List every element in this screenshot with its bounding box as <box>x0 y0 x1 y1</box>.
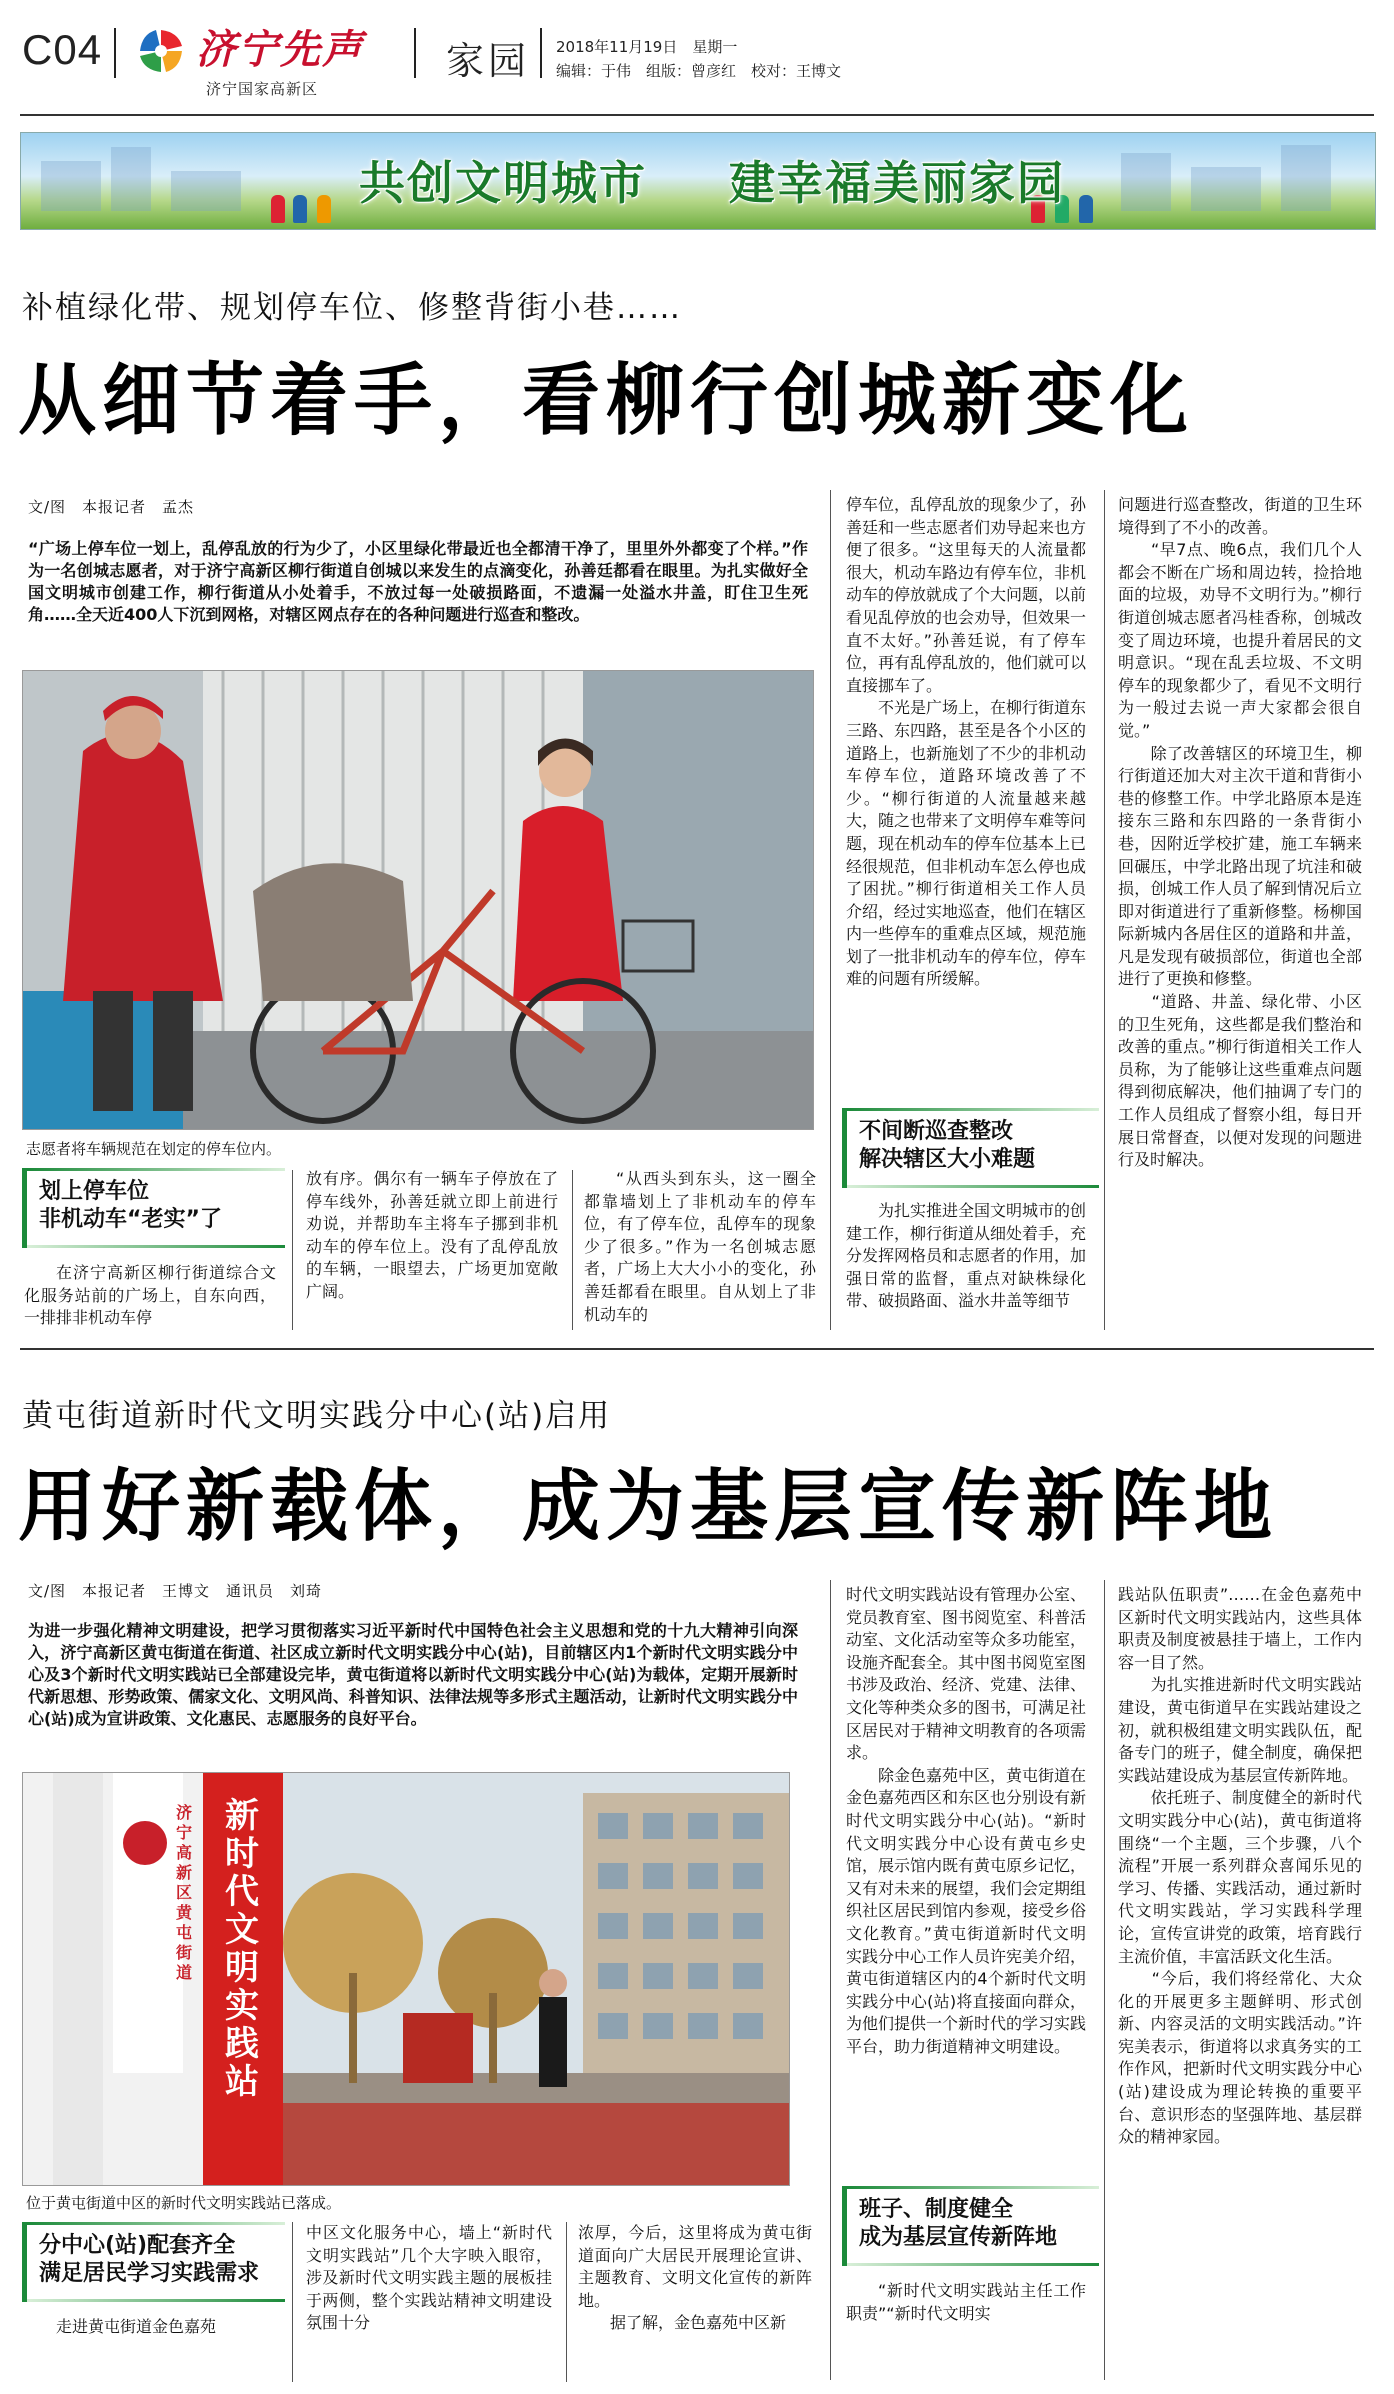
masthead-rule <box>20 114 1374 116</box>
section-name: 家园 <box>446 39 531 83</box>
volunteer-bicycle-photo <box>23 671 813 1129</box>
article2-column-e: 践站队伍职责”……在金色嘉苑中区新时代文明实践站内，这些具体职责及制度被悬挂于墙上，工作内容一目了然。 为扎实推进新时代文明实践站建设，黄屯街道早在实践站建设之初，就积极组建文明实践队伍，配备专门的班子，健全制度，确保把实践站建设成为基层宣传新阵地。 依托班子、制度健全的新时代文明实践分中心(站)，黄屯街道将围绕“一个主题，三个步骤，八个流程”开展一系列群众喜闻乐见的学习、传播、实践活动，通过新时代文明实践站，学习实践科学理论，宣传宣讲党的政策，培育践行主流价值，丰富活跃文化生活。 “今后，我们将经常化、大众化的开展更多主题鲜明、形式创新、内容灵活的文明实践活动。”许宪美表示，街道将以求真务实的工作作风，把新时代文明实践分中心(站)建设成为理论转换的重要平台、意识形态的坚强阵地、基层群众的精神家园。 <box>1118 1585 1362 2147</box>
article1-column-c: “从西头到东头，这一圈全都靠墙划上了非机动车的停车位，有了停车位，乱停车的现象少了很多。”作为一名创城志愿者，广场上大大小小的变化，孙善廷都看在眼里。自从划上了非机动车的 <box>584 1169 816 1324</box>
article2-lead: 为进一步强化精神文明建设，把学习贯彻落实习近平新时代中国特色社会主义思想和党的十九大精神引向深入，济宁高新区黄屯街道在街道、社区成立新时代文明实践分中心(站)，目前辖区内1个新时代文明实践分中心及3个新时代文明实践站已全部建设完毕，黄屯街道将以新时代文明实践分中心(站)为载体，定期开展新时代新思想、形势政策、儒家文化、文明风尚、科普知识、法律法规等多形式主题活动，让新时代文明实践分中心(站)成为宣讲政策、文化惠民、志愿服务的良好平台。 <box>28 1621 798 1728</box>
article1-column-d: 停车位，乱停乱放的现象少了，孙善廷和一些志愿者们劝导起来也方便了很多。“这里每天的人流量都很大，机动车路边有停车位，非机动车的停放就成了个大问题，以前看见乱停放的也会劝导，但效果一直不太好。”孙善廷说，有了停车位，再有乱停乱放的，他们就可以直接挪车了。 不光是广场上，在柳行街道东三路、东四路，甚至是各个小区的道路上，也新施划了不少的非机动车停车位，道路环境改善了不少。“柳行街道的人流量越来越大，随之也带来了文明停车难等问题，现在机动车的停车位基本上已经很规范，但非机动车怎么停也成了困扰。”柳行街道相关工作人员介绍，经过实地巡查，他们在辖区内一些停车的重难点区域，规范施划了一批非机动车的停车位，停车难的问题有所缓解。 <box>846 495 1087 989</box>
subhead-line: 解决辖区大小难题 <box>859 1147 1036 1172</box>
article1-subhead-inspection <box>842 1108 1099 1188</box>
column-divider <box>572 1170 573 1330</box>
article1-column-b: 放有序。偶尔有一辆车子停放在了停车线外，孙善廷就立即上前进行劝说，并帮助车主将车子挪到非机动车的停车位上。没有了乱停乱放的车辆，一眼望去，广场更加宽敞广阔。 <box>306 1169 558 1301</box>
subhead-line: 不间断巡查整改 <box>859 1119 1014 1144</box>
article2-headline: 用好新载体，成为基层宣传新阵地 <box>18 1462 1279 1552</box>
issue-date: 2018年11月19日 星期一 <box>556 38 738 56</box>
civilization-banner <box>20 132 1376 230</box>
brand-subtitle: 济宁国家高新区 <box>206 80 319 98</box>
article1-column-a: 在济宁高新区柳行街道综合文化服务站前的广场上，自东向西，一排排非机动车停 <box>24 1263 276 1328</box>
station-sign-text: 新时代文明实践站 <box>225 1796 259 2102</box>
article1-photo <box>22 670 814 1130</box>
subhead-line: 分中心(站)配套齐全 <box>39 2233 236 2258</box>
civilization-station-photo <box>23 1773 789 2185</box>
article1-byline: 文/图 本报记者 孟杰 <box>28 498 195 516</box>
article1-photo-caption: 志愿者将车辆规范在划定的停车位内。 <box>26 1140 282 1158</box>
banner-slogan-left: 共创文明城市 <box>359 156 647 210</box>
subhead-line: 非机动车“老实”了 <box>39 1207 222 1232</box>
banner-slogan-right: 建幸福美丽家园 <box>729 156 1065 210</box>
article2-column-d: 时代文明实践站设有管理办公室、党员教育室、图书阅览室、科普活动室、文化活动室等众多功能室，设施齐配套全。其中图书阅览室图书涉及政治、经济、党建、法律、文化等种类众多的图书，可满足社区居民对于精神文明教育的各项需求。 除金色嘉苑中区，黄屯街道在金色嘉苑西区和东区也分别设有新时代文明实践分中心(站)。“新时代文明实践分中心设有黄屯乡史馆，展示馆内既有黄屯原乡记忆，又有对未来的展望，我们会定期组织社区居民到馆内参观，接受乡俗文化教育。”黄屯街道新时代文明实践分中心工作人员许宪美介绍，黄屯街道辖区内的4个新时代文明实践分中心(站)将直接面向群众，为他们提供一个新时代的学习实践平台，助力街道精神文明建设。 <box>846 1585 1087 2056</box>
column-divider <box>1104 490 1105 1330</box>
masthead-divider <box>114 28 116 78</box>
pinwheel-logo-icon <box>138 28 184 74</box>
article2-column-a: 走进黄屯街道金色嘉苑 <box>56 2317 217 2336</box>
column-divider <box>566 2222 567 2382</box>
article1-subhead-parking <box>22 1168 285 1248</box>
article2-photo <box>22 1772 790 2186</box>
column-divider <box>292 2222 293 2382</box>
article2-subhead-facilities <box>22 2222 285 2302</box>
editor-credits: 编辑：于伟 组版：曾彦红 校对：王博文 <box>556 62 842 80</box>
article2-column-d2: “新时代文明实践站主任工作职责”“新时代文明实 <box>846 2281 1086 2323</box>
station-sign-subtext: 济宁高新区黄屯街道 <box>175 1803 192 1982</box>
column-divider <box>830 1580 831 2380</box>
article2-column-b: 中区文化服务中心，墙上“新时代文明实践站”几个大字映入眼帘，涉及新时代文明实践主题的展板挂于两侧，整个实践站精神文明建设氛围十分 <box>306 2223 552 2333</box>
subhead-line: 成为基层宣传新阵地 <box>859 2225 1058 2250</box>
subhead-line: 划上停车位 <box>39 1179 150 1204</box>
subhead-line: 班子、制度健全 <box>859 2197 1014 2222</box>
section-rule <box>20 1348 1374 1350</box>
article1-kicker: 补植绿化带、规划停车位、修整背街小巷…… <box>22 290 682 326</box>
masthead-divider <box>414 28 416 78</box>
article2-kicker: 黄屯街道新时代文明实践分中心(站)启用 <box>22 1398 612 1434</box>
masthead-divider <box>540 28 542 78</box>
article1-lead: “广场上停车位一划上，乱停乱放的行为少了，小区里绿化带最近也全都清干净了，里里外外都变了个样。”作为一名创城志愿者，对于济宁高新区柳行街道自创城以来发生的点滴变化，孙善廷都看在眼里。为扎实做好全国文明城市创建工作，柳行街道从小处着手，不放过每一处破损路面，不遗漏一处溢水井盖，盯住卫生死角……全天近400人下沉到网格，对辖区网点存在的各种问题进行巡查和整改。 <box>28 539 808 624</box>
page-number: C04 <box>22 26 103 73</box>
article2-photo-caption: 位于黄屯街道中区的新时代文明实践站已落成。 <box>26 2194 342 2212</box>
column-divider <box>292 1170 293 1330</box>
article1-column-d2: 为扎实推进全国文明城市的创建工作，柳行街道从细处着手，充分发挥网格员和志愿者的作用，加强日常的监督，重点对缺株绿化带、破损路面、溢水井盖等细节 <box>846 1201 1087 1311</box>
brand-name: 济宁先声 <box>196 26 364 73</box>
column-divider <box>1104 1580 1105 2380</box>
article1-headline: 从细节着手，看柳行创城新变化 <box>18 356 1195 446</box>
article2-subhead-system <box>842 2186 1099 2266</box>
column-divider <box>830 490 831 1330</box>
subhead-line: 满足居民学习实践需求 <box>39 2261 260 2286</box>
article2-byline: 文/图 本报记者 王博文 通讯员 刘琦 <box>28 1582 323 1600</box>
article2-column-c: 浓厚，今后，这里将成为黄屯街道面向广大居民开展理论宣讲、主题教育、文明文化宣传的新阵地。 据了解，金色嘉苑中区新 <box>578 2223 812 2333</box>
article1-column-e: 问题进行巡查整改，街道的卫生环境得到了不小的改善。 “早7点、晚6点，我们几个人都会不断在广场和周边转，捡拾地面的垃圾，劝导不文明行为。”柳行街道创城志愿者冯桂香称，创城改变了周边环境，也提升着居民的文明意识。“现在乱丢垃圾、不文明停车的现象都少了，看见不文明行为一般过去说一声大家都会很自觉。” 除了改善辖区的环境卫生，柳行街道还加大对主次干道和背街小巷的修整工作。中学北路原本是连接东三路和东四路的一条背街小巷，因附近学校扩建，施工车辆来回碾压，中学北路出现了坑洼和破损，创城工作人员了解到情况后立即对街道进行了重新修整。杨柳国际新城内各居住区的道路和井盖，凡是发现有破损部位，街道也全部进行了更换和修整。 “道路、井盖、绿化带、小区的卫生死角，这些都是我们整治和改善的重点。”柳行街道相关工作人员称，为了能够让这些重难点问题得到彻底解决，他们抽调了专门的工作人员组成了督察小组，每日开展日常督查，以便对发现的问题进行及时解决。 <box>1118 495 1362 1170</box>
